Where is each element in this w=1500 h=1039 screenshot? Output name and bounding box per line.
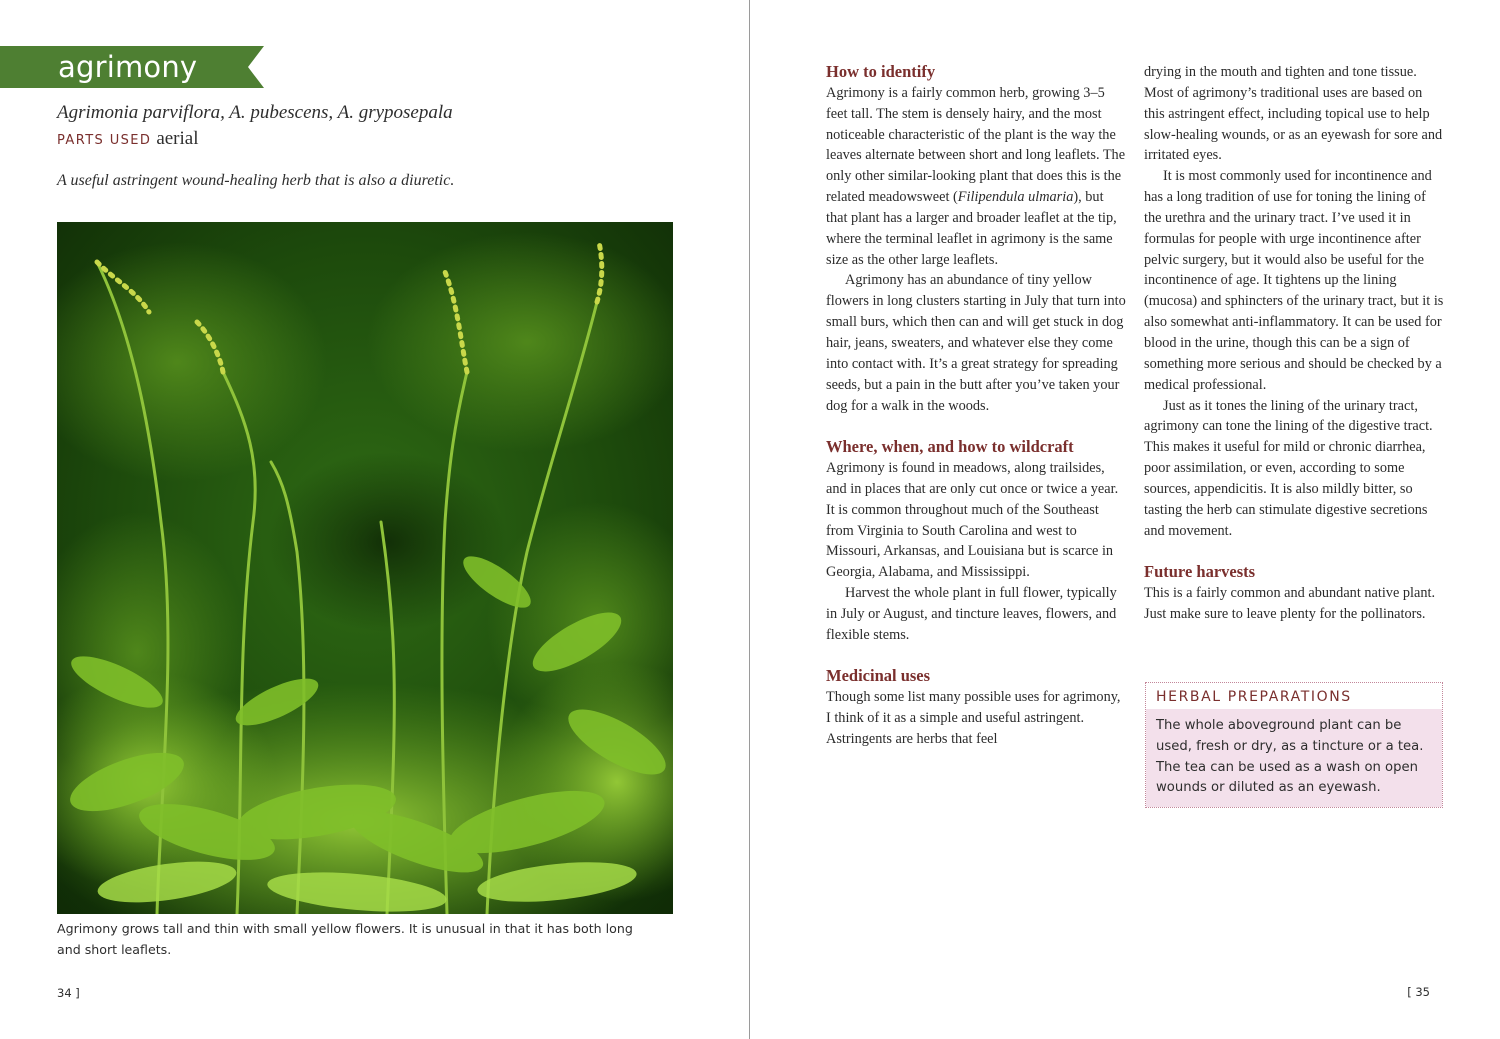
photo-caption: Agrimony grows tall and thin with small yellow flowers. It is unusual in that it has both long and short leaflets.: [57, 921, 633, 957]
paragraph-habitat: Agrimony is found in meadows, along trailsides, and in places that are only cut once or twice a year. It is common throughout much of the Southeast from Virginia to South Carolina and west to Missouri, Arkansas, and Louisiana but is scarce in Georgia, Alabama, and Mississippi.: [826, 460, 1119, 581]
page-number-left: 34 ]: [57, 986, 80, 1000]
title-banner: [0, 46, 264, 88]
paragraph-identify: [826, 83, 1126, 271]
text-column-1: [826, 62, 1126, 750]
paragraph-astringent: drying in the mouth and tighten and tone tissue. Most of agrimony’s traditional uses are based on this astringent effect, including topical use to help slow-healing wounds, or as an eyewash for sore and irritated eyes.: [1144, 64, 1443, 164]
paragraph-incontinence: It is most commonly used for incontinence and has a long tradition of use for toning the lining of the urethra and the urinary tract. I’ve used it in formulas for people with urge incontinence after pelvic surgery, but it would also be useful for the incontinence of age. It tightens up the lining (mucosa) and sphincters of the urinary tract, but it is also somewhat anti-inflammatory. It can be used for blood in the urine, though this can be a sign of something more serious and should be checked by a medical professional.: [1144, 168, 1444, 393]
paragraph-future-harvests: This is a fairly common and abundant native plant. Just make sure to leave plenty for the pollinators.: [1144, 585, 1436, 622]
agrimony-photo: [57, 222, 673, 914]
paragraph-identify-text-end: ), but that plant has a larger and broader leaflet at the tip, where the terminal leaflet in agrimony is the same size as the other large leaflets.: [826, 189, 1117, 268]
meadowsweet-latin: Filipendula ulmaria: [957, 189, 1074, 206]
herbal-preparations-body: The whole aboveground plant can be used, fresh or dry, as a tincture or a tea. The tea can be used as a wash on open wounds or diluted as an eyewash.: [1146, 709, 1442, 807]
paragraph-digestive: Just as it tones the lining of the urinary tract, agrimony can tone the lining of the digestive tract. This makes it useful for mild or chronic diarrhea, poor assimilation, or even, according to some sources, appendicitis. It is also mildly bitter, so tasting the herb can stimulate digestive secretions and movement.: [1144, 397, 1433, 539]
page-number-right: [ 35: [1407, 985, 1430, 999]
heading-wildcraft: Where, when, and how to wildcraft: [826, 437, 1074, 457]
paragraph-flowers: Agrimony has an abundance of tiny yellow flowers in long clusters starting in July that turn into small burs, which then can and will get stuck in dog hair, jeans, sweaters, and whatever else they come into contact with. It’s a great strategy for spreading seeds, but a pain in the butt after you’ve taken your dog for a walk in the woods.: [826, 272, 1126, 414]
latin-names: Agrimonia parviflora, A. pubescens, A. gryposepala: [57, 102, 453, 123]
heading-how-to-identify: How to identify: [826, 62, 936, 81]
tagline: A useful astringent wound-healing herb that is also a diuretic.: [57, 172, 455, 189]
heading-medicinal-uses: Medicinal uses: [826, 666, 931, 686]
herbal-preparations-title: HERBAL PREPARATIONS: [1156, 689, 1352, 705]
paragraph-medicinal: Though some list many possible uses for agrimony, I think of it as a simple and useful astringent. Astringents are herbs that feel: [826, 689, 1121, 747]
text-column-2: [1144, 62, 1444, 625]
paragraph-harvest: Harvest the whole plant in full flower, typically in July or August, and tincture leaves, flowers, and flexible stems.: [826, 585, 1117, 643]
heading-future-harvests: Future harvests: [1144, 562, 1256, 582]
plant-illustration: [57, 222, 673, 914]
parts-used: [57, 128, 199, 150]
right-page: [750, 0, 1500, 1039]
herbal-preparations-box: [1145, 682, 1443, 808]
page-title: agrimony: [58, 50, 198, 84]
parts-used-label: PARTS USED: [57, 133, 152, 148]
parts-used-value: aerial: [156, 128, 199, 149]
paragraph-identify-text: Agrimony is a fairly common herb, growing 3–5 feet tall. The stem is densely hairy, and the most noticeable characteristic of the plant is the way the leaves alternate between short and long leaflets. The only other similar-looking plant that does this is the related meadowsweet (: [826, 84, 1126, 206]
